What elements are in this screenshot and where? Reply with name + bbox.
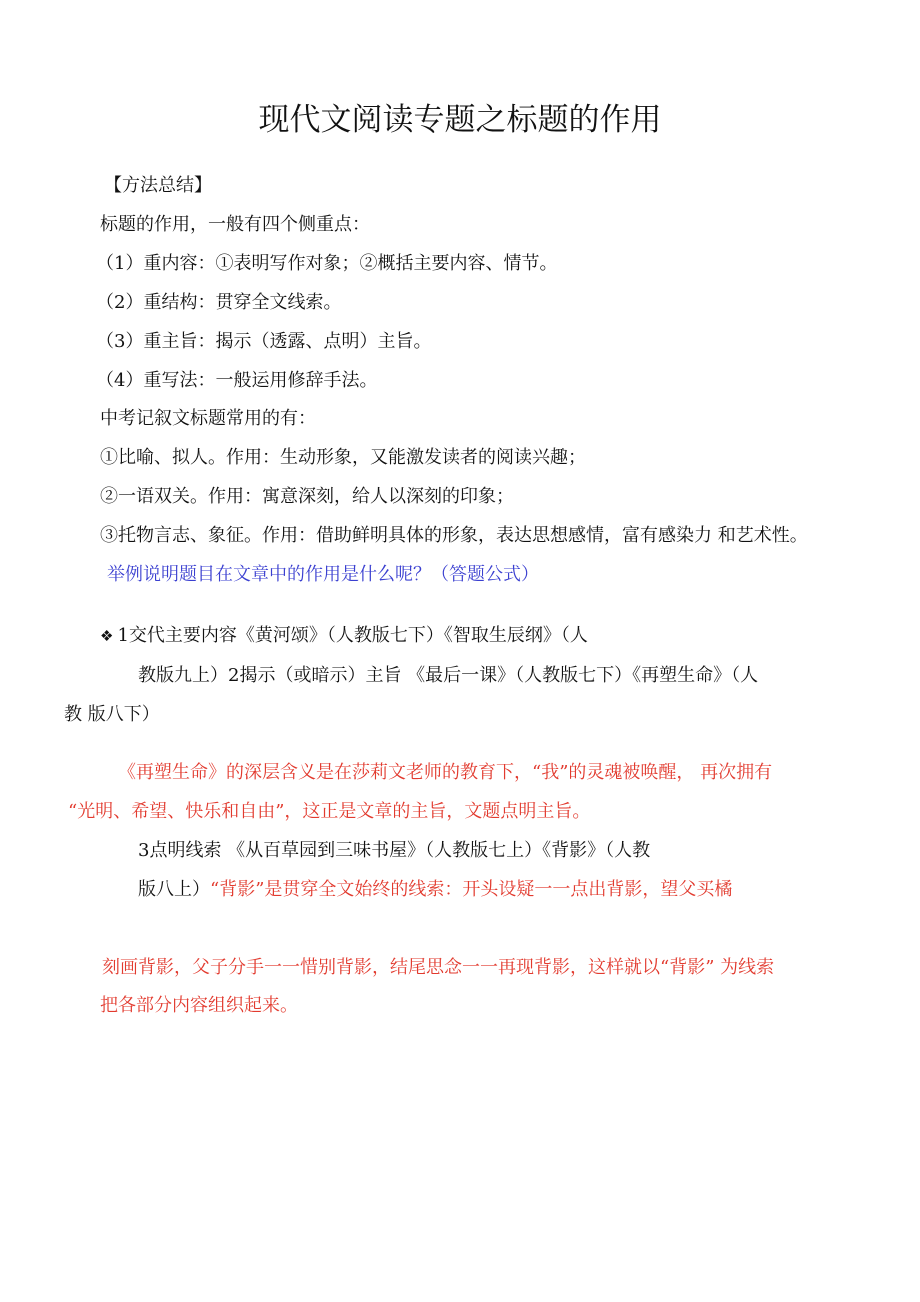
question-line: 举例说明题目在文章中的作用是什么呢？（答题公式） [107, 564, 539, 585]
intro-text: 标题的作用，一般有四个侧重点： [100, 214, 370, 235]
common-item-pun: ②一语双关。作用：寓意深刻，给人以深刻的印象； [100, 486, 514, 507]
red-paragraph-2-line-1: 刻画背影，父子分手一一惜别背影，结尾思念一一再现背影，这样就以“背影” 为线索 [102, 957, 775, 978]
point-technique: （4）重写法：一般运用修辞手法。 [96, 370, 378, 391]
point-theme: （3）重主旨：揭示（透露、点明）主旨。 [96, 331, 432, 352]
point-structure: （2）重结构：贯穿全文线索。 [96, 292, 342, 313]
page-title: 现代文阅读专题之标题的作用 [258, 102, 662, 138]
red-paragraph-1-line-2: “光明、希望、快乐和自由”，这正是文章的主旨，文题点明主旨。 [68, 801, 591, 822]
example-line-2: 教版九上）2揭示（或暗示）主旨 《最后一课》（人教版七下）《再塑生命》（人 [138, 665, 759, 686]
common-intro: 中考记叙文标题常用的有： [100, 408, 316, 429]
point-content: （1）重内容：①表明写作对象；②概括主要内容、情节。 [96, 253, 558, 274]
red-paragraph-1-line-1: 《再塑生命》的深层含义是在莎莉文老师的教育下，“我”的灵魂被唤醒， 再次拥有 [118, 762, 773, 783]
red-paragraph-2-line-2: 把各部分内容组织起来。 [100, 995, 298, 1016]
section-label: 【方法总结】 [104, 175, 212, 196]
diamond-bullet-icon: ❖ [100, 627, 114, 645]
example-3-explanation: “背影”是贯穿全文始终的线索：开头设疑一一点出背影，望父买橘 [210, 879, 733, 900]
example-text-1: 1交代主要内容《黄河颂》（人教版七下）《智取生辰纲》（人 [117, 625, 588, 646]
common-item-metaphor: ①比喻、拟人。作用：生动形象，又能激发读者的阅读兴趣； [100, 447, 586, 468]
common-item-symbol: ③托物言志、象征。作用：借助鲜明具体的形象，表达思想感情，富有感染力 和艺术性。 [100, 525, 808, 546]
example-3-line-1: 3点明线索 《从百草园到三味书屋》（人教版七上）《背影》（人教 [138, 840, 651, 861]
example-line-3: 教 版八下） [64, 704, 160, 725]
example-3-line-2 [138, 878, 732, 902]
example-line-1 [100, 624, 588, 648]
example-3-label: 版八上） [138, 879, 210, 900]
